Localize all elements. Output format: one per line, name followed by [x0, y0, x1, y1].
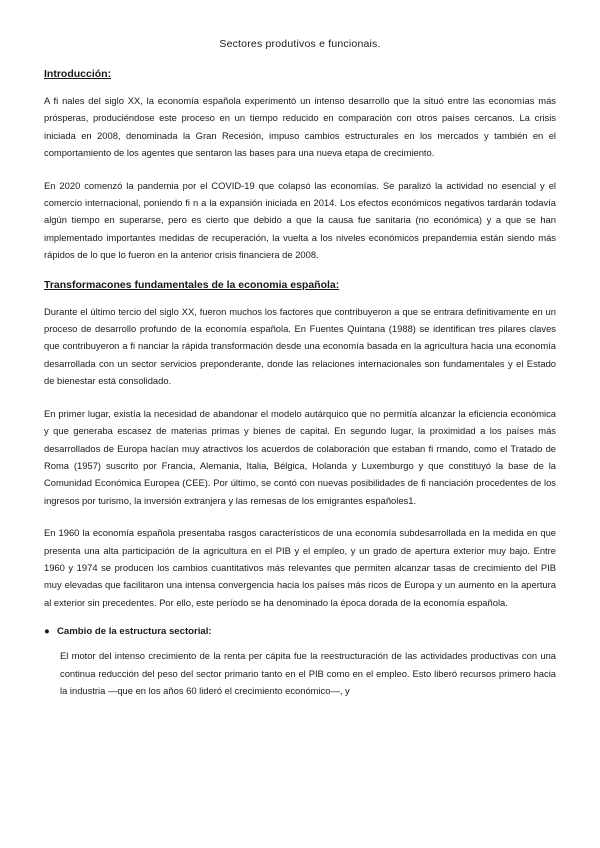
- paragraph: Durante el último tercio del siglo XX, fueron muchos los factores que contribuyeron a que se entrara definitivamente en un proceso de desarrollo profundo de la economía española. En Fuentes Quintana (1988) se identifican tres pilares claves que contribuyeron a fi nanciar la rápida transformación desde una economía basada en la agricultura hacia una economía desarrollada con un sector servicios preponderante, donde las relaciones internacionales son fundamentales y el Estado de bienestar está consolidado.: [44, 305, 556, 387]
- paragraph: A fi nales del siglo XX, la economía española experimentó un intenso desarrollo que la situó entre las economías más prósperas, produciéndose este proceso en un tiempo reducido en comparación con otros países cercanos. La crisis iniciada en 2008, denominada la Gran Recesión, impuso cambios estructurales en los mercados y también en el comportamiento de los agentes que sentaron las bases para una nueva etapa de crecimiento.: [44, 95, 556, 159]
- paragraph: En primer lugar, existía la necesidad de abandonar el modelo autárquico que no permitía alcanzar la eficiencia económica y que generaba escasez de materias primas y bienes de capital. En segundo lugar, la proximidad a los países más desarrollados de Europa hacían muy atractivos los acuerdos de colaboración que estaban fi rmando, como el Tratado de Roma (1957) suscrito por Francia, Alemania, Italia, Bélgica, Holanda y Luxemburgo y que constituyó la base de la Comunidad Económica Europea (CEE). Por último, se contó con nuevas posibilidades de fi nanciación procedentes de los ingresos por turismo, la inversión extranjera y las remesas de los emigrantes españoles1.: [44, 407, 556, 506]
- section-heading-introduction: Introducción:: [44, 68, 112, 80]
- bullet-dot-icon: ●: [44, 626, 50, 638]
- section-heading-transformations: Transformacones fundamentales de la economia española:: [44, 278, 340, 291]
- section-transformations: [44, 279, 556, 700]
- paragraph: En 2020 comenzó la pandemia por el COVID-19 que colapsó las economías. Se paralizó la actividad no esencial y el comercio internacional, poniendo fi n a la expansión iniciada en 2014. Los efectos económicos negativos tardarán todavía algún tiempo en superarse, pero es cierto que debido a que la causa fue sanitaria (no económica) y a que se han implementado importantes medidas de recuperación, la vuelta a los niveles económicos prepandemia están siendo más rápidos de lo que lo fueron en la anterior crisis financiera de 2008.: [44, 179, 556, 261]
- bullet-item: [44, 626, 556, 637]
- bullet-paragraph: El motor del intenso crecimiento de la renta per cápita fue la reestructuración de las actividades productivas con una continua reducción del peso del sector primario tanto en el PIB como en el empleo. Esto liberó recursos primero hacia la industria —que en los años 60 lideró el crecimiento económico—, y: [60, 650, 556, 696]
- bullet-label: Cambio de la estructura sectorial:: [57, 626, 212, 638]
- paragraph: En 1960 la economía española presentaba rasgos característicos de una economía subdesarrollada en la medida en que presenta una alta participación de la agricultura en el PIB y el empleo, y un grado de apertura exterior muy bajo. Entre 1960 y 1974 se producen los cambios cuantitativos más relevantes que permiten alcanzar tasas de crecimiento del PIB muy elevadas que facilitaron una intensa convergencia hacia los países más ricos de Europa y un aumento en la apertura al exterior sin precedentes. Por ello, este período se ha denominado la época dorada de la economía española.: [44, 527, 556, 608]
- document-body: [44, 68, 556, 699]
- document-title: Sectores produtivos e funcionais.: [219, 38, 381, 50]
- section-introduction: [44, 68, 556, 264]
